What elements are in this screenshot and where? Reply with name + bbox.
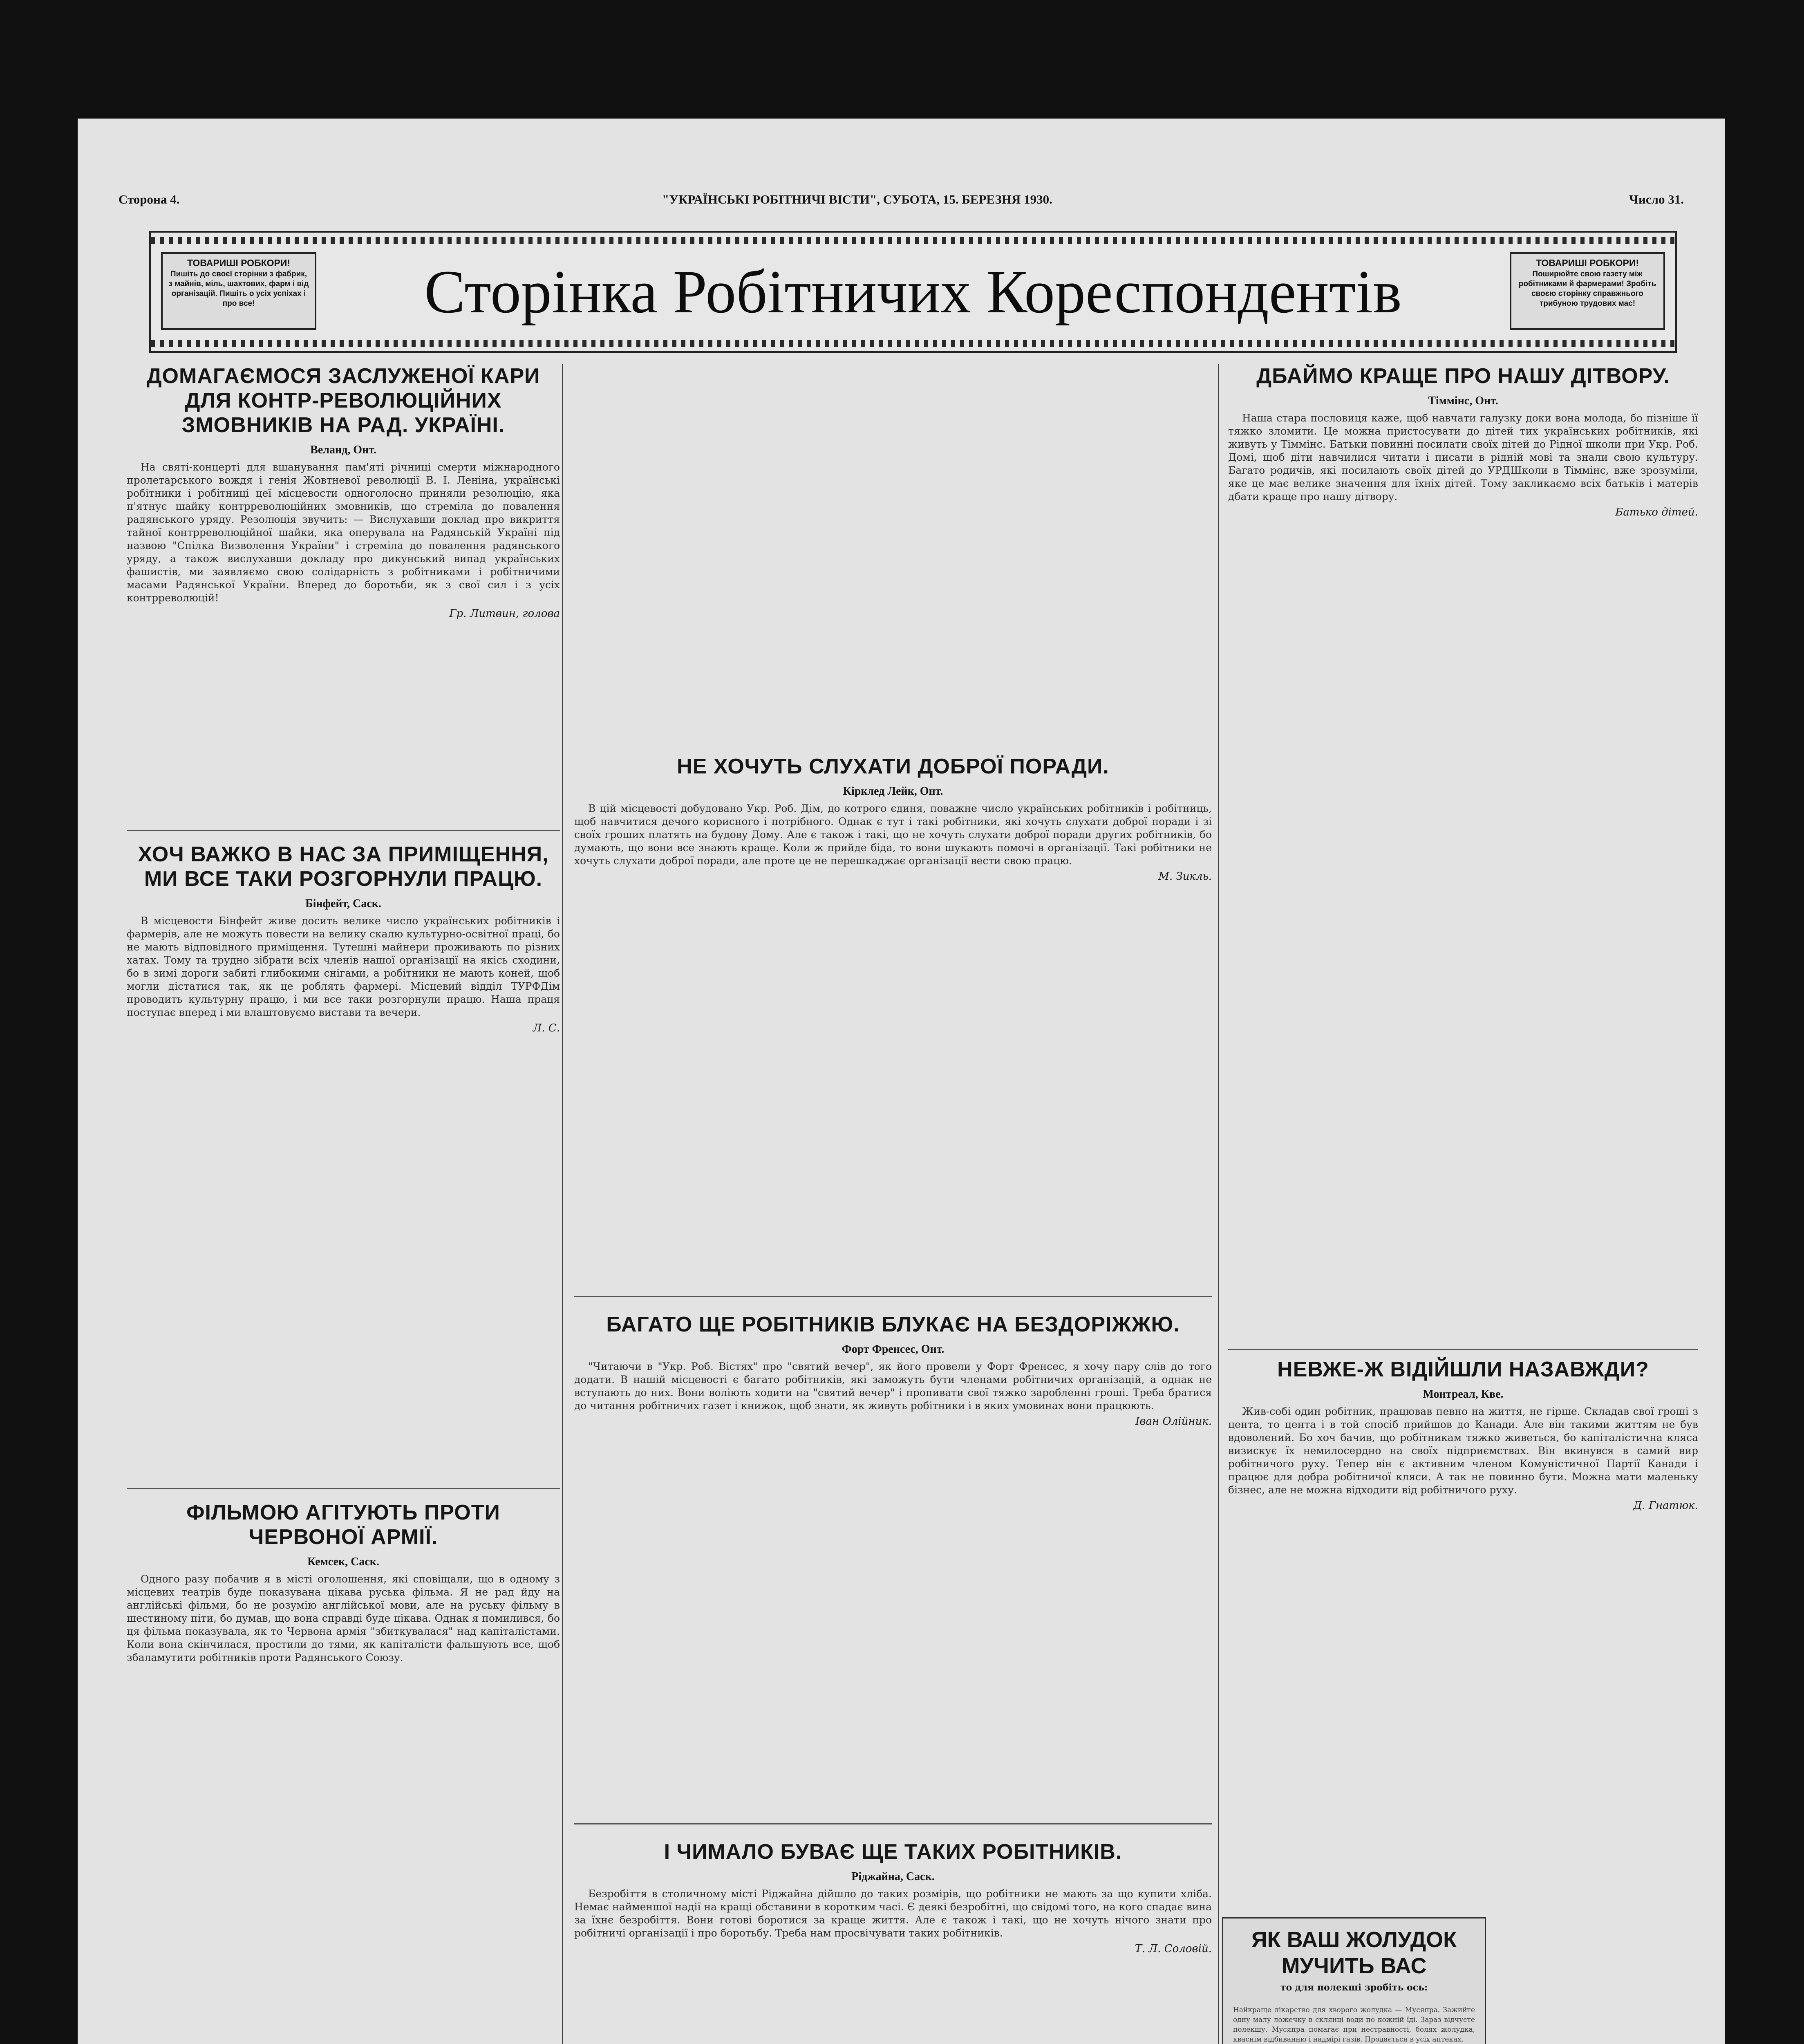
- column-rule: [562, 364, 563, 977]
- section-banner: [149, 231, 1677, 353]
- article-divider: [127, 830, 560, 831]
- ad-body: Найкраще лікарство для хворого жолудка — Мусяпра. Зажийте одну малу ложечку в склянці води по кожній їді. Зараз відчуєте полекшу. Мусяпра помагає при нестравності, болях жолудка, кваснім відбиванню і надмірі газів. Продається в усіх аптеках.: [1233, 2006, 1475, 2044]
- issue-number: Число 31.: [1629, 192, 1684, 206]
- article-signature: Іван Олійник.: [1135, 1415, 1212, 1428]
- article: [127, 364, 560, 621]
- article-body: [127, 1573, 560, 1664]
- article-text: Наша стара пословиця каже, щоб навчати галузку доки вона молода, бо пізніше її тяжко зломити. Це можна пристосувати до дітей тих українських робітників, які живуть у Тіммінс. Батьки повинні посилати своїх дітей до Рідної школи при Укр. Роб. Домі, щоб діти навчилися читати і писати в рідній мові та знали свою культуру. Багато родичів, які посилають своїх дітей до УРДШколи в Тіммінс, вже зрозуміли, яке це має велике значення для їхніх дітей. Тому закликаємо всіх батьків і матерів дбати краще про нашу дітвору.: [1228, 412, 1698, 502]
- article-divider: [1228, 1349, 1698, 1350]
- article-body: [574, 1360, 1212, 1412]
- ad-subtitle: то для полекші зробіть ось:: [1280, 1982, 1428, 1993]
- column-rule: [562, 977, 563, 2044]
- newspaper-page: [78, 119, 1725, 2044]
- article-body: [574, 802, 1212, 867]
- article-location: Кірклед Лейк, Онт.: [843, 785, 943, 798]
- article: [574, 1840, 1212, 1956]
- article-headline: БАГАТО ЩЕ РОБІТНИКІВ БЛУКАЄ НА БЕЗДОРІЖЖЮ.: [606, 1313, 1180, 1336]
- article-text: Одного разу побачив я в місті оголошення, які сповіщали, що в одному з місцевих театрів буде показувана цікава руська фільма. Я не рад йду на англійські фільми, бо не розумію англійської мови, але на руську фільму в шестиному піти, бо думав, що вона справді буде цікава. Однак я помилився, бо ця фільма показувала, як то Червона армія "збиткувалася" над капіталістами. Коли вона скінчилася, простили до тями, як капіталісти фальшують все, щоб збаламутити робітників проти Радянського Союзу.: [127, 1573, 560, 1663]
- article: [1228, 364, 1698, 519]
- banner-right-heading: ТОВАРИШІ РОБКОРИ!: [1535, 258, 1639, 268]
- article: [127, 842, 560, 1035]
- article-headline: НЕ ХОЧУТЬ СЛУХАТИ ДОБРОЇ ПОРАДИ.: [677, 755, 1109, 778]
- article-signature: Д. Гнатюк.: [1633, 1499, 1698, 1512]
- article-divider: [127, 1488, 560, 1489]
- article-body: [127, 461, 560, 605]
- article-signature: Л. С.: [533, 1022, 560, 1034]
- paper-name-and-date: "УКРАЇНСЬКІ РОБІТНИЧІ ВІСТИ", СУБОТА, 15. БЕРЕЗНЯ 1930.: [662, 192, 1052, 206]
- article-signature: Батько дітей.: [1615, 506, 1698, 518]
- article: [127, 1500, 560, 1667]
- banner-left-box: [161, 252, 316, 330]
- article-text: Безробіття в столичному місті Ріджайна дійшло до таких розмірів, що робітники не мають за що купити хліба. Немає найменшої надії на кращі обставини в коротким часі. Є деякі безробітні, що свідомі того, на кого спадає вина за їхнє безробіття. Вони готові боротися за краще життя. Але є також і такі, що не хочуть нічого знати про робітничі організації і про боротьбу. Треба нам просвічувати таких робітників.: [574, 1888, 1212, 1939]
- article-body: [1228, 1405, 1698, 1497]
- article-location: Ріджайна, Саск.: [851, 1870, 935, 1883]
- article: [574, 1312, 1212, 1428]
- banner-left-heading: ТОВАРИШІ РОБКОРИ!: [187, 258, 291, 268]
- article-text: Жив-собі один робітник, працював певно на життя, не гірше. Складав свої гроші з цента, то цента і в той спосіб прийшов до Канади. Але він такими життям не був вдоволений. Бо хоч бачив, що робітникам тяжко живеться, бо капіталістична кляса визискує їх немилосердно на своїх підприємствах. Він вкинувся в самий вир робітничого руху. Тепер він є активним членом Комуністичної Партії Канади і працює для добра робітничої кляси. А так не повинно бути. Можна мати маленьку бізнес, але не можна відходити від робітничого руху.: [1228, 1405, 1698, 1496]
- article: [1228, 1357, 1698, 1513]
- article-headline: НЕВЖЕ-Ж ВІДІЙШЛИ НАЗАВЖДИ?: [1277, 1358, 1649, 1381]
- banner-ornament-bottom: [151, 340, 1675, 347]
- banner-right-text: Поширюйте свою газету між робітниками й фармерами! Зробіть своєю сторінку справжнього трибуною трудових мас!: [1518, 270, 1656, 308]
- article-divider: [574, 1296, 1212, 1297]
- article-text: "Читаючи в "Укр. Роб. Вістях" про "святий вечер", як його провели у Форт Френсес, я хочу пару слів до того додати. В нашій місцевості є багато робітників, які заможуть бути членами робітничих організацій, а однак не вступають до них. Вони воліють ходити на "святий вечер" і пропивати свої тяжко заробленні гроші. Треба братися до читання робітничих газет і книжок, щоб знати, як живуть робітники і в яких умовинах вони працюють.: [574, 1360, 1212, 1412]
- article-headline: І ЧИМАЛО БУВАЄ ЩЕ ТАКИХ РОБІТНИКІВ.: [664, 1840, 1122, 1864]
- article-text: На святі-концерті для вшанування пам'яті річниці смерти міжнародного пролетарського вождя і генія Жовтневої революції В. І. Леніна, українські робітники і робітниці цеї місцевости одноголосно приняли резолюцію, яка п'ятнує шайку контрреволюційних змовників, що стреміла до повалення радянського уряду. Резолюція звучить: — Вислухавши доклад про викриття тайної контрреволюційної шайки, яка оперувала на Радянській Україні під назвою "Спілка Визволення України" і стреміла до повалення радянського уряду, а також вислухавши докладу про дикунський випад українських фашистів, ми заявляємо свою солідарність з робітниками і робітничими масами Радянської України. Вперед до боротьби, як з свої сил і з усіх контрреволюцій!: [127, 461, 560, 604]
- article-signature: Гр. Литвин, голова: [449, 607, 560, 620]
- article-headline: ХОЧ ВАЖКО В НАС ЗА ПРИМІЩЕННЯ, МИ ВСЕ ТАКИ РОЗГОРНУЛИ ПРАЦЮ.: [138, 843, 549, 891]
- banner-right-box: [1510, 252, 1665, 330]
- article-location: Тіммінс, Онт.: [1428, 394, 1498, 407]
- page-number: Сторона 4.: [119, 192, 180, 206]
- column-rule: [1218, 364, 1219, 2044]
- article-signature: Т. Л. Соловій.: [1135, 1943, 1212, 1955]
- article-location: Форт Френсес, Онт.: [842, 1343, 945, 1356]
- article-headline: ДОМАГАЄМОСЯ ЗАСЛУЖЕНОЇ КАРИ ДЛЯ КОНТР-РЕВОЛЮЦІЙНИХ ЗМОВНИКІВ НА РАД. УКРАЇНІ.: [146, 364, 540, 437]
- article-location: Монтреал, Кве.: [1423, 1388, 1504, 1401]
- article-headline: ФІЛЬМОЮ АГІТУЮТЬ ПРОТИ ЧЕРВОНОЇ АРМІЇ.: [186, 1501, 500, 1549]
- article-text: В цій місцевості добудовано Укр. Роб. Дім, до котрого єдиня, поважне число українських робітників і робітниць, щоб навчитися дечого корисного і потрібного. Однак є тут і такі робітники, які хочуть слухати доброї поради і зі своїх гроших платять на будову Дому. Але є також і такі, що не хочуть слухати доброї поради других робітників, бо думають, що вони все знають краще. Коли ж прийде біда, то вони шукають помочі в організації. Такі робітники не хочуть слухати доброї поради, але проте це не перешкаджає організації вести свою працю.: [574, 802, 1212, 867]
- article-body: [127, 914, 560, 1019]
- article: [574, 754, 1212, 883]
- stomach-remedy-advertisement: [1222, 1917, 1486, 2044]
- banner-left-text: Пишіть до своєї сторінки з фабрик, з майнів, міль, шахтових, фарм і від організацій. Пишіть о усіх успіхах і про все!: [168, 270, 309, 308]
- article-body: [574, 1887, 1212, 1940]
- article-location: Веланд, Онт.: [310, 444, 376, 456]
- banner-ornament-top: [151, 237, 1675, 244]
- ad-title: ЯК ВАШ ЖОЛУДОК МУЧИТЬ ВАС: [1251, 1927, 1457, 1978]
- section-title: Сторінка Робітничих Кореспондентів: [424, 258, 1402, 326]
- article-headline: ДБАЙМО КРАЩЕ ПРО НАШУ ДІТВОРУ.: [1256, 364, 1670, 388]
- article-text: В місцевости Бінфейт живе досить велике число українських робітників і фармерів, але не можуть повести на велику скалю культурно-освітної праці, бо не мають відповідного приміщення. Тутешні майнери проживають по різних хатах. Тому та трудно зібрати всіх членів нашої організації на якісь сходини, бо в зимі дороги забиті глибокими снігами, а робітники не мають коней, щоб могли дістатися так, як це роблять фармері. Місцевий відділ ТУРФДім проводить культурну працю, і ми все таки розгорнули працю. Наша праця поступає вперед і ми влаштовуємо вистави та вечери.: [127, 915, 560, 1018]
- article-location: Бінфейт, Саск.: [305, 897, 381, 910]
- article-location: Кемсек, Саск.: [307, 1555, 379, 1568]
- article-body: [1228, 412, 1698, 503]
- article-signature: М. Зикль.: [1158, 870, 1212, 883]
- masthead: [119, 192, 1684, 208]
- article-divider: [574, 1823, 1212, 1824]
